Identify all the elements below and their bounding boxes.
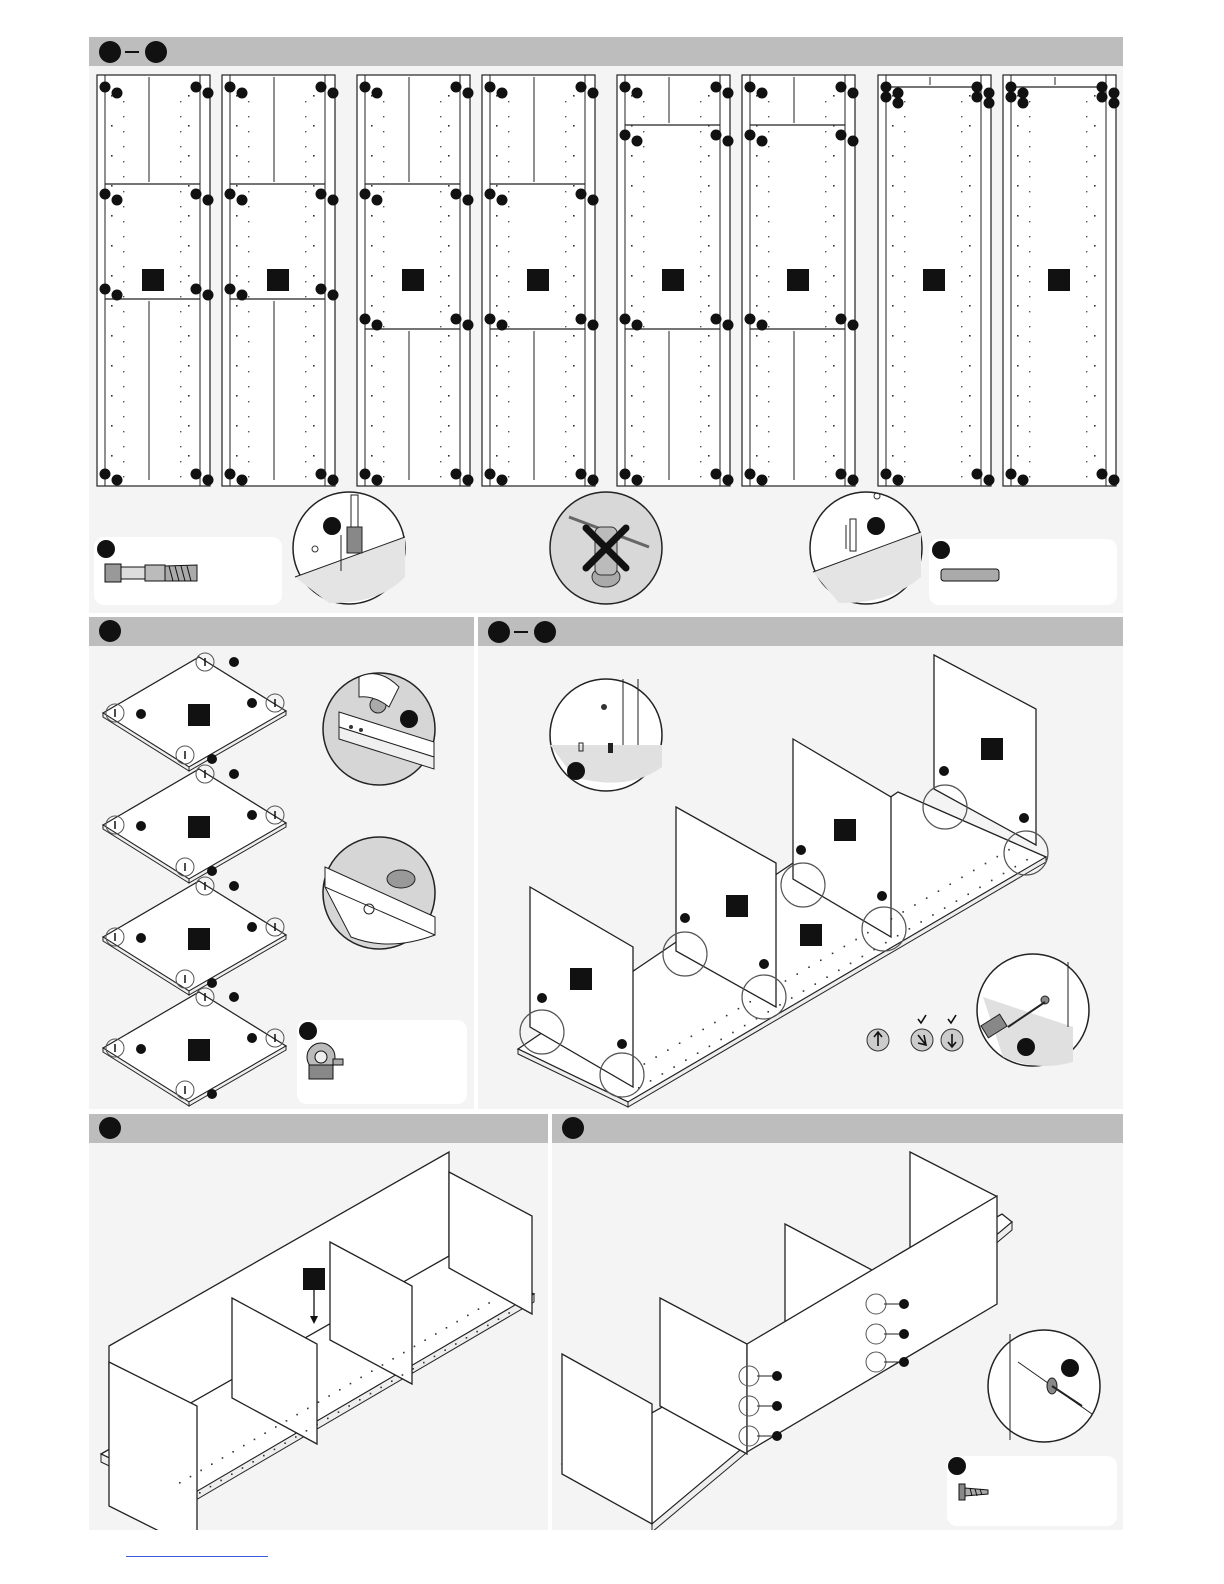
shelf-4 [103,988,286,1106]
base-label [800,924,822,946]
step-panel-cam-locks [89,617,474,1109]
cam-dowel-icon [105,564,197,582]
shelf-2 [103,765,286,883]
insert-cam-dowel-detail [293,492,405,604]
screw-callout [947,1456,1117,1526]
base-assembly-drawing [478,617,1123,1109]
step-panel-back-panel [89,1114,548,1530]
side-panel-4 [482,75,599,486]
side-panel-3 [357,75,474,486]
side-panel-8 [1003,75,1120,486]
step-panel-assemble-base [478,617,1123,1109]
shelf-3 [103,877,286,995]
wood-dowel-icon [941,569,999,581]
dowel-alignment-detail [550,679,662,791]
insert-cam-lock-detail [323,673,435,785]
wood-dowel-callout [929,539,1117,605]
shelf-1 [103,653,286,771]
side-panel-5 [617,75,734,486]
step-panel-panels [89,37,1123,613]
rotate-icon [867,1029,963,1051]
cam-lock-callout [297,1020,467,1104]
back-panel-label [303,1268,325,1290]
insert-wood-dowel-detail [810,492,922,604]
back-panel-drawing [89,1114,548,1530]
screw-detail [988,1330,1100,1442]
side-panels-drawing [89,37,1123,613]
cam-lock-position-detail [323,837,435,949]
side-panel-1 [97,75,214,486]
shelves-drawing [89,617,474,1109]
no-hammer-detail [550,492,662,604]
tighten-cam-lock-detail [977,954,1089,1066]
screw-fixing-drawing [552,1114,1123,1530]
footer-link-underline [126,1556,268,1557]
cam-dowel-callout [94,537,282,605]
side-panel-6 [742,75,859,486]
left-side-panel [562,1354,652,1524]
side-panel-2 [222,75,339,486]
side-panel-7 [878,75,995,486]
step-panel-screws [552,1114,1123,1530]
